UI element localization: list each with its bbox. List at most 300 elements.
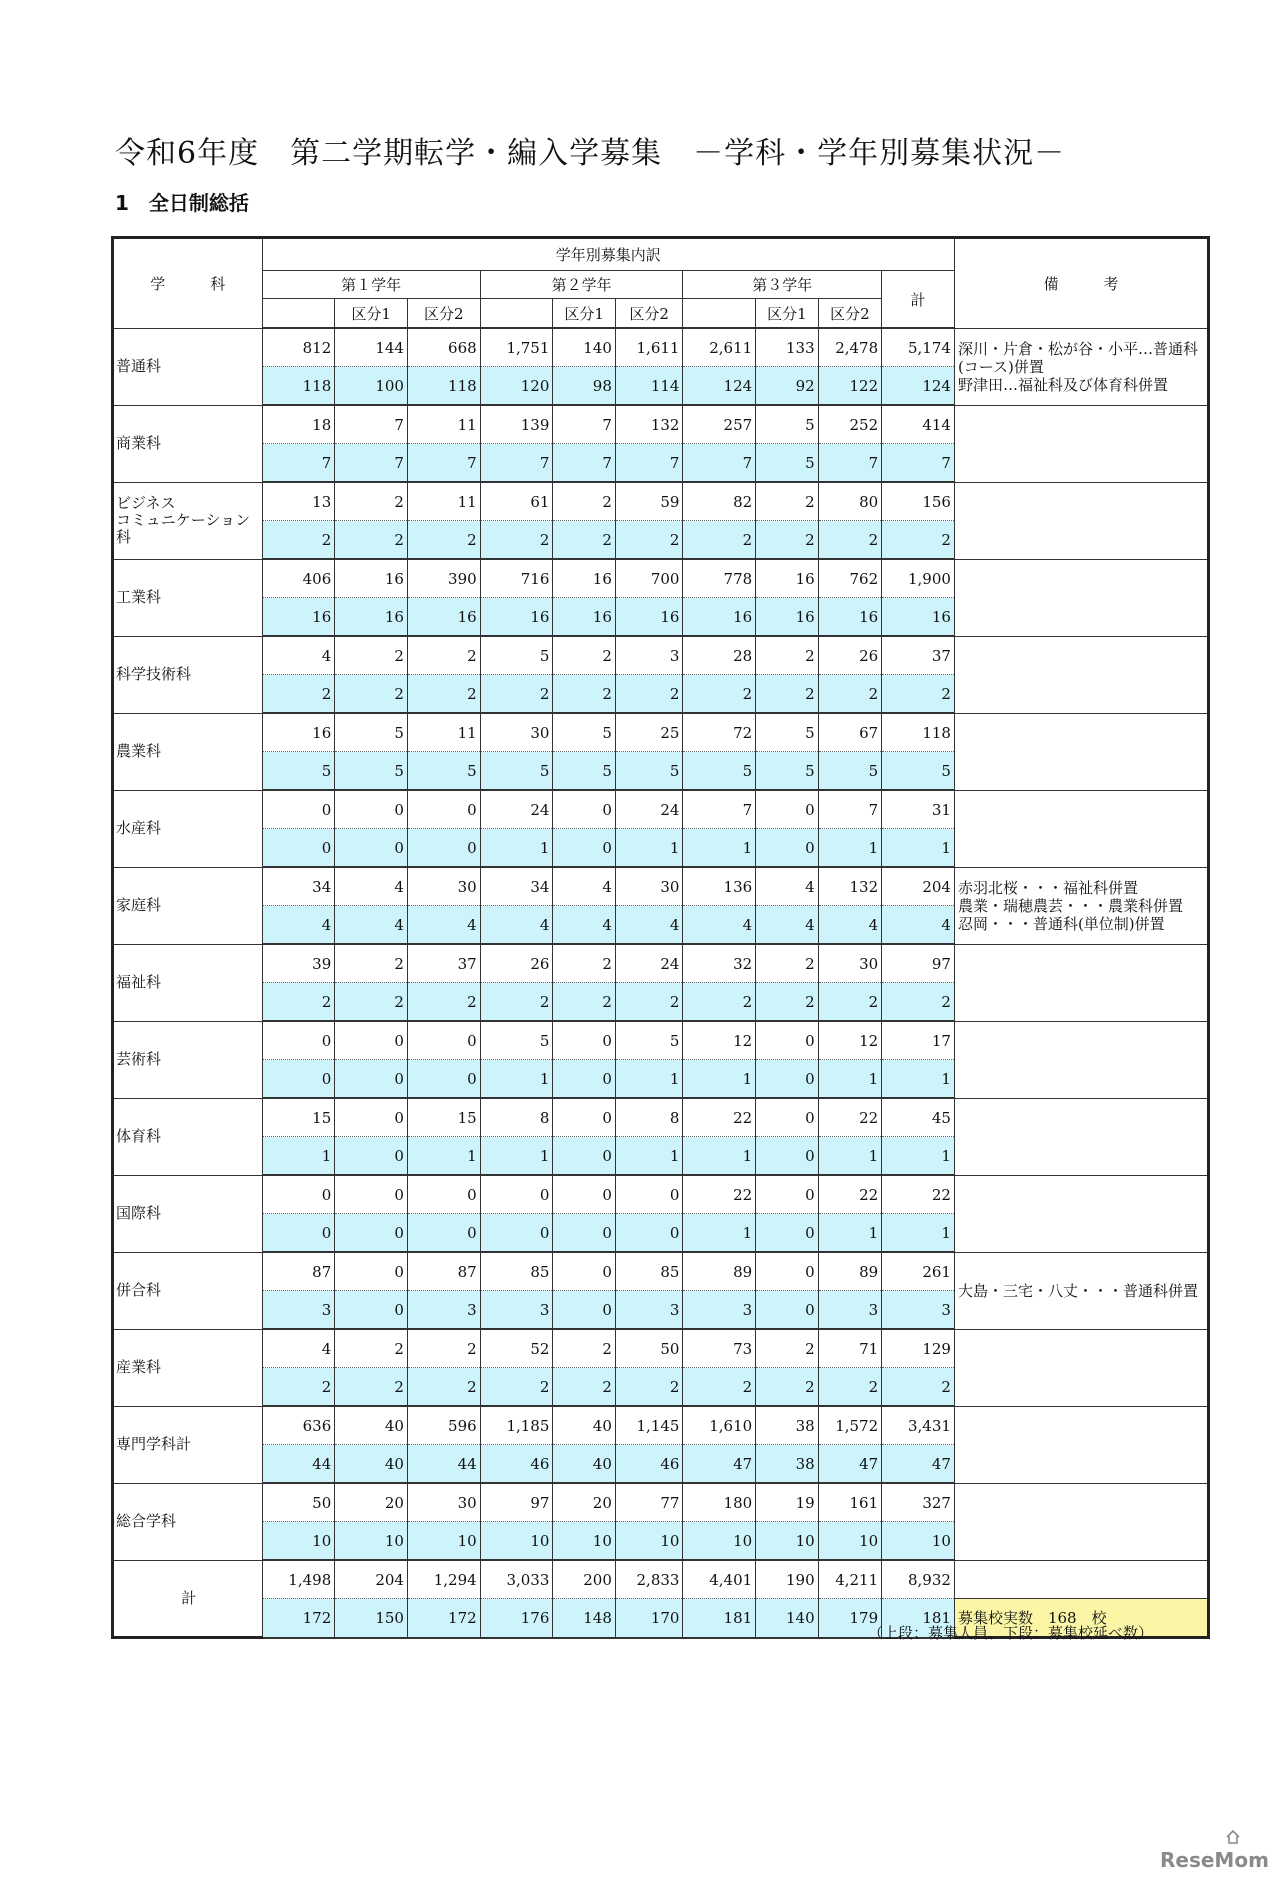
cell-school-count: 2 — [756, 1368, 818, 1407]
cell-school-count: 4 — [818, 906, 882, 945]
cell-school-count: 2 — [882, 521, 955, 560]
cell-recruit-count: 17 — [882, 1021, 955, 1060]
cell-recruit-count: 4 — [262, 636, 335, 675]
page-title: 令和6年度 第二学期転学・編入学募集 －学科・学年別募集状況－ — [115, 136, 1066, 171]
header-grade2-kubun1: 区分1 — [553, 299, 615, 329]
subject-name: 家庭科 — [113, 867, 263, 944]
cell-school-count: 46 — [615, 1445, 683, 1484]
cell-recruit-count: 37 — [882, 636, 955, 675]
cell-school-count: 124 — [683, 367, 756, 406]
remarks — [954, 1560, 1208, 1599]
header-grade1-all — [262, 299, 335, 329]
cell-recruit-count: 4 — [335, 867, 408, 906]
cell-recruit-count: 80 — [818, 482, 882, 521]
cell-school-count: 179 — [818, 1599, 882, 1638]
cell-recruit-count: 0 — [553, 790, 615, 829]
cell-recruit-count: 0 — [335, 1021, 408, 1060]
subject-name: 福祉科 — [113, 944, 263, 1021]
cell-school-count: 4 — [756, 906, 818, 945]
cell-school-count: 46 — [480, 1445, 553, 1484]
cell-school-count: 4 — [262, 906, 335, 945]
cell-school-count: 2 — [882, 983, 955, 1022]
cell-school-count: 92 — [756, 367, 818, 406]
cell-recruit-count: 762 — [818, 559, 882, 598]
cell-recruit-count: 161 — [818, 1483, 882, 1522]
cell-recruit-count: 1,610 — [683, 1406, 756, 1445]
header-grade3: 第３学年 — [683, 271, 882, 299]
cell-recruit-count: 34 — [480, 867, 553, 906]
cell-recruit-count: 24 — [615, 790, 683, 829]
cell-school-count: 5 — [756, 752, 818, 791]
cell-school-count: 16 — [756, 598, 818, 637]
cell-school-count: 98 — [553, 367, 615, 406]
cell-recruit-count: 2 — [756, 944, 818, 983]
cell-school-count: 1 — [683, 1214, 756, 1253]
table-row — [113, 944, 1209, 983]
cell-school-count: 1 — [683, 1060, 756, 1099]
cell-recruit-count: 45 — [882, 1098, 955, 1137]
cell-school-count: 0 — [407, 1060, 480, 1099]
cell-school-count: 5 — [615, 752, 683, 791]
cell-recruit-count: 0 — [262, 1175, 335, 1214]
cell-recruit-count: 132 — [818, 867, 882, 906]
cell-recruit-count: 0 — [335, 1175, 408, 1214]
cell-recruit-count: 4 — [553, 867, 615, 906]
cell-school-count: 5 — [262, 752, 335, 791]
cell-school-count: 124 — [882, 367, 955, 406]
cell-school-count: 7 — [407, 444, 480, 483]
cell-school-count: 3 — [683, 1291, 756, 1330]
cell-recruit-count: 67 — [818, 713, 882, 752]
cell-school-count: 1 — [262, 1137, 335, 1176]
cell-school-count: 0 — [553, 1291, 615, 1330]
header-grade1: 第１学年 — [262, 271, 480, 299]
cell-school-count: 10 — [335, 1522, 408, 1561]
cell-recruit-count: 20 — [335, 1483, 408, 1522]
cell-recruit-count: 31 — [882, 790, 955, 829]
cell-recruit-count: 0 — [756, 1021, 818, 1060]
cell-school-count: 2 — [683, 521, 756, 560]
cell-school-count: 2 — [553, 675, 615, 714]
remarks — [954, 713, 1208, 790]
cell-school-count: 0 — [335, 829, 408, 868]
cell-school-count: 0 — [407, 1214, 480, 1253]
cell-school-count: 7 — [262, 444, 335, 483]
header-grade2-all — [480, 299, 553, 329]
cell-recruit-count: 390 — [407, 559, 480, 598]
cell-recruit-count: 50 — [262, 1483, 335, 1522]
cell-school-count: 2 — [407, 675, 480, 714]
cell-school-count: 1 — [818, 829, 882, 868]
table-row — [113, 1175, 1209, 1214]
cell-recruit-count: 77 — [615, 1483, 683, 1522]
header-grade1-kubun2: 区分2 — [407, 299, 480, 329]
table-row — [113, 1252, 1209, 1291]
cell-recruit-count: 144 — [335, 328, 408, 367]
remarks — [954, 1098, 1208, 1175]
cell-school-count: 0 — [262, 829, 335, 868]
cell-recruit-count: 40 — [553, 1406, 615, 1445]
cell-school-count: 10 — [480, 1522, 553, 1561]
cell-school-count: 16 — [882, 598, 955, 637]
subject-name: 芸術科 — [113, 1021, 263, 1098]
header-subject: 学 科 — [113, 238, 263, 329]
cell-recruit-count: 25 — [615, 713, 683, 752]
subject-name: 科学技術科 — [113, 636, 263, 713]
remarks — [954, 1175, 1208, 1252]
cell-recruit-count: 0 — [262, 790, 335, 829]
cell-school-count: 10 — [756, 1522, 818, 1561]
cell-school-count: 1 — [683, 829, 756, 868]
cell-recruit-count: 61 — [480, 482, 553, 521]
cell-school-count: 2 — [756, 983, 818, 1022]
cell-school-count: 16 — [262, 598, 335, 637]
cell-recruit-count: 40 — [335, 1406, 408, 1445]
header-grade2-kubun2: 区分2 — [615, 299, 683, 329]
table-row — [113, 867, 1209, 906]
table-row — [113, 713, 1209, 752]
cell-school-count: 1 — [407, 1137, 480, 1176]
cell-school-count: 3 — [615, 1291, 683, 1330]
cell-recruit-count: 22 — [818, 1098, 882, 1137]
cell-recruit-count: 2,478 — [818, 328, 882, 367]
cell-recruit-count: 252 — [818, 405, 882, 444]
cell-recruit-count: 0 — [335, 790, 408, 829]
cell-recruit-count: 7 — [335, 405, 408, 444]
remarks-school-count: 募集校実数 168 校 — [954, 1599, 1208, 1638]
cell-recruit-count: 59 — [615, 482, 683, 521]
cell-recruit-count: 2,611 — [683, 328, 756, 367]
table-row — [113, 1483, 1209, 1522]
cell-school-count: 2 — [683, 1368, 756, 1407]
remarks — [954, 405, 1208, 482]
cell-school-count: 10 — [818, 1522, 882, 1561]
cell-school-count: 0 — [756, 1214, 818, 1253]
header-grade3-kubun2: 区分2 — [818, 299, 882, 329]
cell-recruit-count: 0 — [480, 1175, 553, 1214]
cell-recruit-count: 4 — [262, 1329, 335, 1368]
cell-school-count: 3 — [480, 1291, 553, 1330]
cell-school-count: 1 — [615, 1060, 683, 1099]
subject-name: 農業科 — [113, 713, 263, 790]
cell-school-count: 0 — [335, 1137, 408, 1176]
cell-recruit-count: 118 — [882, 713, 955, 752]
subject-name: 工業科 — [113, 559, 263, 636]
cell-school-count: 3 — [882, 1291, 955, 1330]
cell-recruit-count: 2 — [756, 636, 818, 675]
cell-recruit-count: 156 — [882, 482, 955, 521]
cell-recruit-count: 22 — [683, 1098, 756, 1137]
cell-recruit-count: 18 — [262, 405, 335, 444]
cell-recruit-count: 778 — [683, 559, 756, 598]
cell-school-count: 2 — [335, 1368, 408, 1407]
cell-recruit-count: 204 — [882, 867, 955, 906]
cell-school-count: 2 — [756, 675, 818, 714]
cell-recruit-count: 3 — [615, 636, 683, 675]
cell-recruit-count: 4,401 — [683, 1560, 756, 1599]
cell-school-count: 4 — [480, 906, 553, 945]
cell-recruit-count: 8,932 — [882, 1560, 955, 1599]
table-row — [113, 1021, 1209, 1060]
cell-school-count: 1 — [818, 1137, 882, 1176]
cell-school-count: 2 — [335, 521, 408, 560]
cell-school-count: 47 — [683, 1445, 756, 1484]
header-remarks: 備 考 — [954, 238, 1208, 329]
cell-school-count: 16 — [335, 598, 408, 637]
cell-school-count: 0 — [335, 1214, 408, 1253]
cell-school-count: 5 — [480, 752, 553, 791]
cell-recruit-count: 0 — [407, 790, 480, 829]
cell-school-count: 0 — [335, 1060, 408, 1099]
cell-school-count: 0 — [553, 1060, 615, 1099]
cell-recruit-count: 5,174 — [882, 328, 955, 367]
cell-recruit-count: 2 — [335, 482, 408, 521]
cell-recruit-count: 3,431 — [882, 1406, 955, 1445]
cell-recruit-count: 668 — [407, 328, 480, 367]
cell-recruit-count: 812 — [262, 328, 335, 367]
cell-recruit-count: 37 — [407, 944, 480, 983]
cell-school-count: 2 — [407, 1368, 480, 1407]
cell-recruit-count: 12 — [818, 1021, 882, 1060]
cell-school-count: 0 — [553, 1137, 615, 1176]
cell-school-count: 44 — [407, 1445, 480, 1484]
cell-recruit-count: 257 — [683, 405, 756, 444]
cell-school-count: 2 — [882, 675, 955, 714]
table-row — [113, 405, 1209, 444]
cell-recruit-count: 52 — [480, 1329, 553, 1368]
cell-school-count: 2 — [818, 1368, 882, 1407]
cell-recruit-count: 0 — [262, 1021, 335, 1060]
cell-recruit-count: 2 — [335, 944, 408, 983]
cell-recruit-count: 5 — [480, 1021, 553, 1060]
subject-name: 併合科 — [113, 1252, 263, 1329]
cell-school-count: 4 — [335, 906, 408, 945]
cell-school-count: 1 — [615, 829, 683, 868]
cell-school-count: 7 — [615, 444, 683, 483]
cell-school-count: 2 — [553, 983, 615, 1022]
cell-recruit-count: 1,145 — [615, 1406, 683, 1445]
cell-school-count: 2 — [882, 1368, 955, 1407]
cell-recruit-count: 7 — [683, 790, 756, 829]
remarks — [954, 1406, 1208, 1483]
cell-school-count: 172 — [407, 1599, 480, 1638]
table-row — [113, 1406, 1209, 1445]
cell-school-count: 2 — [262, 983, 335, 1022]
cell-recruit-count: 2 — [756, 1329, 818, 1368]
remarks: 大島・三宅・八丈・・・普通科併置 — [954, 1252, 1208, 1329]
cell-school-count: 0 — [262, 1214, 335, 1253]
cell-recruit-count: 132 — [615, 405, 683, 444]
cell-recruit-count: 140 — [553, 328, 615, 367]
table-row — [113, 482, 1209, 521]
cell-recruit-count: 700 — [615, 559, 683, 598]
subject-name: 総合学科 — [113, 1483, 263, 1560]
cell-school-count: 5 — [407, 752, 480, 791]
cell-recruit-count: 0 — [756, 1098, 818, 1137]
cell-school-count: 122 — [818, 367, 882, 406]
table-row — [113, 790, 1209, 829]
cell-school-count: 10 — [553, 1522, 615, 1561]
table-row — [113, 1329, 1209, 1368]
cell-recruit-count: 72 — [683, 713, 756, 752]
cell-recruit-count: 636 — [262, 1406, 335, 1445]
cell-recruit-count: 190 — [756, 1560, 818, 1599]
cell-school-count: 2 — [683, 675, 756, 714]
cell-recruit-count: 5 — [335, 713, 408, 752]
cell-school-count: 5 — [756, 444, 818, 483]
cell-recruit-count: 1,572 — [818, 1406, 882, 1445]
cell-recruit-count: 1,498 — [262, 1560, 335, 1599]
cell-recruit-count: 30 — [407, 867, 480, 906]
cell-recruit-count: 32 — [683, 944, 756, 983]
cell-recruit-count: 2 — [407, 636, 480, 675]
cell-school-count: 148 — [553, 1599, 615, 1638]
cell-school-count: 2 — [335, 675, 408, 714]
cell-recruit-count: 30 — [480, 713, 553, 752]
cell-school-count: 140 — [756, 1599, 818, 1638]
cell-recruit-count: 7 — [553, 405, 615, 444]
cell-recruit-count: 1,751 — [480, 328, 553, 367]
cell-recruit-count: 139 — [480, 405, 553, 444]
cell-school-count: 5 — [683, 752, 756, 791]
cell-school-count: 3 — [407, 1291, 480, 1330]
cell-recruit-count: 5 — [756, 713, 818, 752]
table-row — [113, 328, 1209, 367]
cell-recruit-count: 13 — [262, 482, 335, 521]
cell-recruit-count: 22 — [818, 1175, 882, 1214]
cell-recruit-count: 406 — [262, 559, 335, 598]
subject-name: 体育科 — [113, 1098, 263, 1175]
cell-school-count: 1 — [480, 829, 553, 868]
cell-recruit-count: 38 — [756, 1406, 818, 1445]
cell-recruit-count: 71 — [818, 1329, 882, 1368]
cell-school-count: 4 — [553, 906, 615, 945]
cell-school-count: 16 — [553, 598, 615, 637]
cell-school-count: 2 — [553, 1368, 615, 1407]
cell-recruit-count: 8 — [615, 1098, 683, 1137]
cell-recruit-count: 82 — [683, 482, 756, 521]
cell-recruit-count: 22 — [882, 1175, 955, 1214]
cell-school-count: 1 — [480, 1060, 553, 1099]
cell-school-count: 16 — [818, 598, 882, 637]
cell-school-count: 2 — [262, 521, 335, 560]
header-grade1-kubun1: 区分1 — [335, 299, 408, 329]
cell-recruit-count: 87 — [407, 1252, 480, 1291]
cell-recruit-count: 30 — [615, 867, 683, 906]
cell-school-count: 120 — [480, 367, 553, 406]
cell-recruit-count: 24 — [615, 944, 683, 983]
cell-school-count: 0 — [756, 1060, 818, 1099]
cell-school-count: 0 — [480, 1214, 553, 1253]
cell-recruit-count: 1,185 — [480, 1406, 553, 1445]
header-grade3-kubun1: 区分1 — [756, 299, 818, 329]
cell-school-count: 4 — [407, 906, 480, 945]
cell-school-count: 2 — [480, 983, 553, 1022]
cell-school-count: 2 — [818, 521, 882, 560]
cell-recruit-count: 89 — [683, 1252, 756, 1291]
cell-school-count: 172 — [262, 1599, 335, 1638]
cell-recruit-count: 30 — [407, 1483, 480, 1522]
cell-recruit-count: 39 — [262, 944, 335, 983]
section-subtitle: 1 全日制総括 — [115, 191, 249, 215]
cell-school-count: 2 — [407, 521, 480, 560]
cell-recruit-count: 7 — [818, 790, 882, 829]
cell-school-count: 2 — [615, 983, 683, 1022]
subject-name: 商業科 — [113, 405, 263, 482]
cell-school-count: 150 — [335, 1599, 408, 1638]
cell-school-count: 16 — [683, 598, 756, 637]
cell-recruit-count: 4 — [756, 867, 818, 906]
cell-school-count: 1 — [615, 1137, 683, 1176]
cell-recruit-count: 0 — [615, 1175, 683, 1214]
cell-recruit-count: 19 — [756, 1483, 818, 1522]
subject-name: 産業科 — [113, 1329, 263, 1406]
cell-school-count: 2 — [615, 521, 683, 560]
cell-recruit-count: 73 — [683, 1329, 756, 1368]
cell-recruit-count: 1,294 — [407, 1560, 480, 1599]
cell-school-count: 2 — [818, 983, 882, 1022]
cell-recruit-count: 16 — [262, 713, 335, 752]
cell-school-count: 2 — [480, 521, 553, 560]
cell-school-count: 2 — [615, 1368, 683, 1407]
cell-school-count: 44 — [262, 1445, 335, 1484]
cell-school-count: 2 — [480, 675, 553, 714]
cell-recruit-count: 0 — [553, 1252, 615, 1291]
cell-recruit-count: 8 — [480, 1098, 553, 1137]
cell-school-count: 176 — [480, 1599, 553, 1638]
cell-school-count: 0 — [756, 1137, 818, 1176]
cell-recruit-count: 2,833 — [615, 1560, 683, 1599]
cell-school-count: 40 — [553, 1445, 615, 1484]
cell-school-count: 0 — [553, 829, 615, 868]
cell-school-count: 16 — [615, 598, 683, 637]
cell-recruit-count: 22 — [683, 1175, 756, 1214]
cell-school-count: 40 — [335, 1445, 408, 1484]
cell-school-count: 5 — [553, 752, 615, 791]
cell-school-count: 10 — [615, 1522, 683, 1561]
cell-school-count: 0 — [262, 1060, 335, 1099]
cell-school-count: 0 — [756, 829, 818, 868]
remarks — [954, 559, 1208, 636]
cell-school-count: 1 — [818, 1060, 882, 1099]
resemom-logo: ReseMom — [1160, 1848, 1269, 1872]
cell-school-count: 4 — [615, 906, 683, 945]
cell-recruit-count: 15 — [262, 1098, 335, 1137]
cell-school-count: 2 — [480, 1368, 553, 1407]
cell-recruit-count: 24 — [480, 790, 553, 829]
remarks — [954, 944, 1208, 1021]
cell-recruit-count: 0 — [335, 1098, 408, 1137]
cell-school-count: 7 — [818, 444, 882, 483]
cell-school-count: 2 — [335, 983, 408, 1022]
cell-recruit-count: 5 — [615, 1021, 683, 1060]
cell-recruit-count: 5 — [553, 713, 615, 752]
subject-name: ビジネス コミュニケーション科 — [113, 482, 263, 559]
cell-school-count: 10 — [262, 1522, 335, 1561]
cell-school-count: 7 — [553, 444, 615, 483]
cell-school-count: 0 — [407, 829, 480, 868]
cell-recruit-count: 261 — [882, 1252, 955, 1291]
cell-school-count: 4 — [683, 906, 756, 945]
cell-recruit-count: 97 — [480, 1483, 553, 1522]
cell-recruit-count: 16 — [553, 559, 615, 598]
remarks — [954, 636, 1208, 713]
cell-recruit-count: 2 — [407, 1329, 480, 1368]
remarks: 赤羽北桜・・・福祉科併置 農業・瑞穂農芸・・・農業科併置 忍岡・・・普通科(単位制)併置 — [954, 867, 1208, 944]
cell-school-count: 1 — [882, 829, 955, 868]
cell-school-count: 16 — [407, 598, 480, 637]
cell-school-count: 47 — [818, 1445, 882, 1484]
